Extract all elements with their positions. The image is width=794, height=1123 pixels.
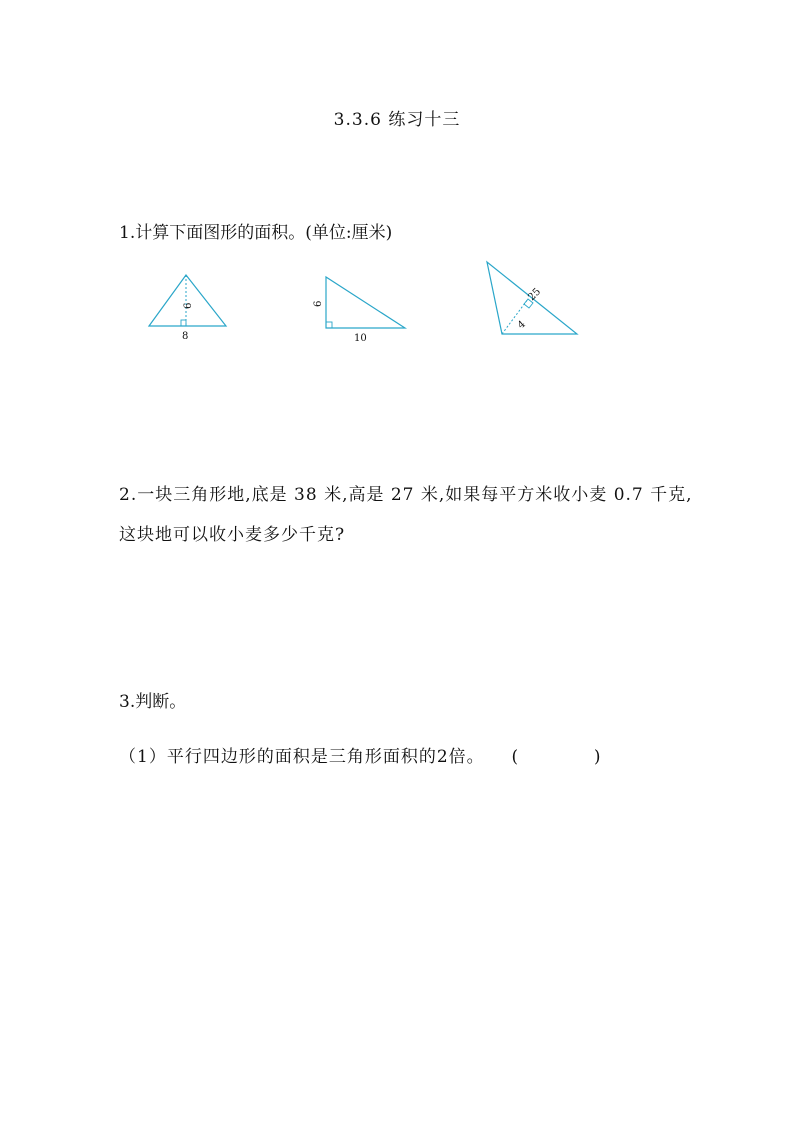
question-1-figures (0, 250, 794, 360)
fig1-height-label: 6 (183, 302, 194, 309)
question-2-line-1: 2.一块三角形地,底是 38 米,高是 27 米,如果每平方米收小麦 0.7 千克, (119, 485, 693, 505)
fig2-height-label: 6 (313, 300, 324, 307)
answer-paren-close: ) (593, 747, 602, 767)
question-3-item-1-text: （1）平行四边形的面积是三角形面积的2倍。 (119, 747, 485, 767)
answer-paren-open: ( (511, 747, 520, 767)
fig3-height-label: 4 (515, 318, 528, 332)
fig1-base-label: 8 (182, 331, 189, 342)
question-3-heading: 3.判断。 (119, 692, 187, 712)
question-1-text: 1.计算下面图形的面积。(单位:厘米) (119, 223, 393, 243)
triangle-figure-1 (149, 275, 226, 342)
question-3-item-1 (119, 742, 602, 767)
page-title: 3.3.6 练习十三 (333, 110, 461, 130)
question-2-line-2: 这块地可以收小麦多少千克? (119, 525, 346, 545)
fig2-base-label: 10 (354, 333, 367, 344)
fig3-side-label: 25 (526, 286, 544, 304)
triangle-figure-2 (313, 277, 405, 344)
triangle-figure-3 (487, 262, 577, 334)
